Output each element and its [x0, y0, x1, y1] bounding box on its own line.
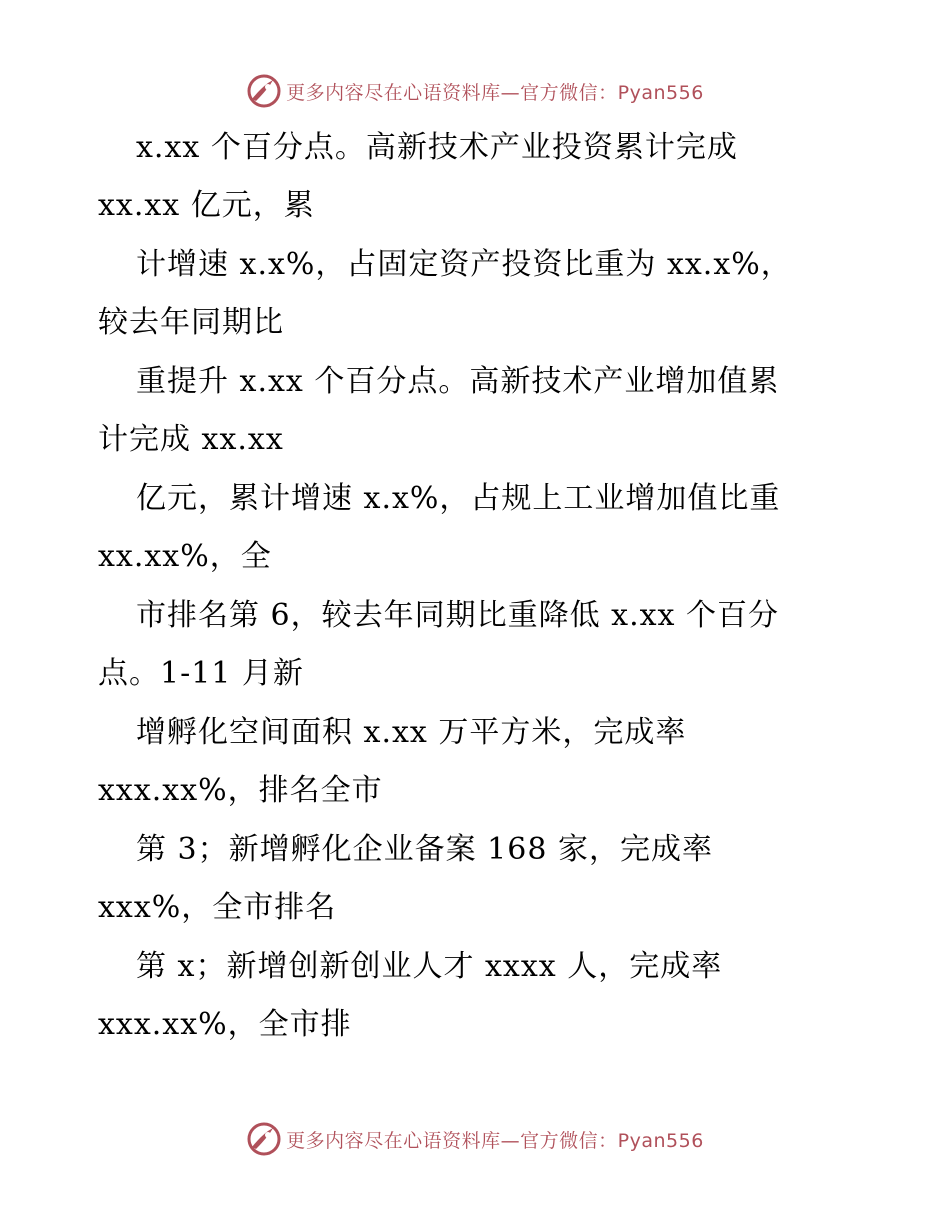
paragraph-line: 亿元，累计增速 x.x%，占规上工业增加值比重	[136, 481, 781, 516]
paragraph-line: xxx.xx%，排名全市	[98, 773, 383, 808]
paragraph-line: 第 3；新增孵化企业备案 168 家，完成率	[136, 832, 713, 867]
header-banner	[0, 71, 950, 111]
paragraph-line: xx.xx%，全	[98, 539, 272, 574]
paragraph-line: xxx%，全市排名	[98, 890, 337, 925]
paragraph-line: 计增速 x.x%，占固定资产投资比重为 xx.x%，	[136, 247, 792, 282]
paragraph-line: 增孵化空间面积 x.xx 万平方米，完成率	[136, 715, 687, 750]
paragraph-line: xx.xx 亿元，累	[98, 188, 315, 223]
paragraph-line: 计完成 xx.xx	[98, 422, 284, 457]
paragraph-line: 重提升 x.xx 个百分点。高新技术产业增加值累	[136, 364, 780, 399]
paragraph-line: x.xx 个百分点。高新技术产业投资累计完成	[136, 130, 738, 165]
header-banner-text: 更多内容尽在心语资料库—官方微信：Pyan556	[286, 81, 704, 104]
paragraph-line: 第 x；新增创新创业人才 xxxx 人，完成率	[136, 949, 723, 984]
paragraph-line: 点。1-11 月新	[98, 656, 304, 691]
paragraph-line: 市排名第 6，较去年同期比重降低 x.xx 个百分	[136, 598, 779, 633]
footer-banner	[0, 1119, 950, 1159]
paragraph-line: 较去年同期比	[98, 305, 284, 340]
footer-banner-text: 更多内容尽在心语资料库—官方微信：Pyan556	[286, 1129, 704, 1152]
pen-logo-icon	[246, 1121, 282, 1157]
pen-logo-icon	[246, 73, 282, 109]
paragraph-line: xxx.xx%，全市排	[98, 1007, 352, 1042]
